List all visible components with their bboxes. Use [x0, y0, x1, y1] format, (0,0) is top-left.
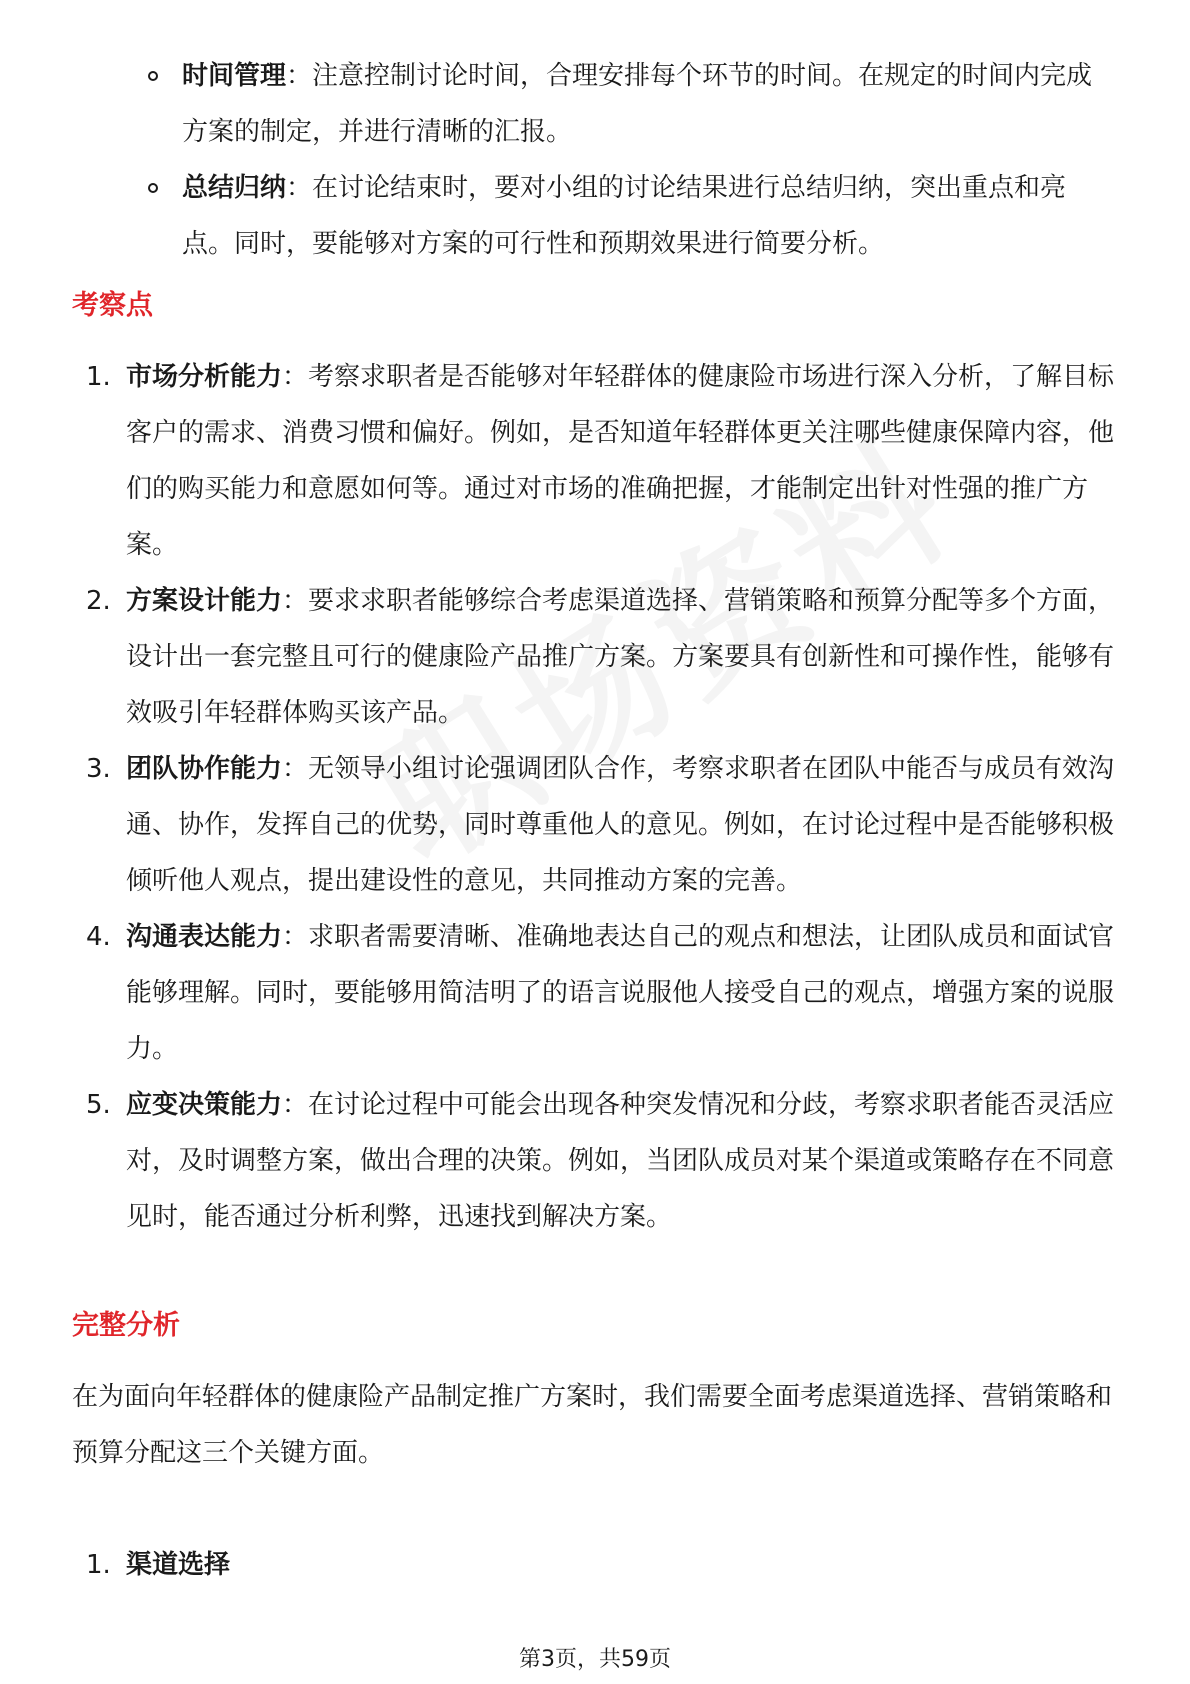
- list-item: [72, 1077, 1120, 1245]
- list-item-term: 市场分析能力: [126, 362, 283, 392]
- list-item-term: 总结归纳: [182, 173, 287, 203]
- list-item-number: 3.: [86, 754, 111, 784]
- list-item: [72, 349, 1120, 573]
- list-item-text: ：考察求职者是否能够对年轻群体的健康险市场进行深入分析，了解目标客户的需求、消费习惯和偏好。例如，是否知道年轻群体更关注哪些健康保障内容，他们的购买能力和意愿如何等。通过对市场的准确把握，才能制定出针对性强的推广方案。: [126, 362, 1115, 560]
- list-item-text: ：在讨论过程中可能会出现各种突发情况和分歧，考察求职者能否灵活应对，及时调整方案，做出合理的决策。例如，当团队成员对某个渠道或策略存在不同意见时，能否通过分析利弊，迅速找到解决方案。: [126, 1090, 1115, 1232]
- list-item-number: 4.: [86, 922, 111, 952]
- list-item-term: 方案设计能力: [126, 586, 283, 616]
- list-item-text: ：要求求职者能够综合考虑渠道选择、营销策略和预算分配等多个方面，设计出一套完整且可行的健康险产品推广方案。方案要具有创新性和可操作性，能够有效吸引年轻群体购买该产品。: [126, 586, 1115, 728]
- exam-points-list: [72, 349, 1120, 1245]
- list-item-term: 渠道选择: [126, 1550, 231, 1580]
- list-item: [72, 573, 1120, 741]
- list-item-number: 5.: [86, 1090, 111, 1120]
- list-item-text: ：求职者需要清晰、准确地表达自己的观点和想法，让团队成员和面试官能够理解。同时，要能够用简洁明了的语言说服他人接受自己的观点，增强方案的说服力。: [126, 922, 1115, 1064]
- analysis-list: [72, 1537, 1120, 1593]
- list-item-text: ：注意控制讨论时间，合理安排每个环节的时间。在规定的时间内完成方案的制定，并进行清晰的汇报。: [182, 61, 1093, 147]
- list-item: [148, 160, 1118, 272]
- intro-bullet-list: [148, 48, 1118, 272]
- page-number-footer: 第3页，共59页: [519, 1647, 671, 1672]
- analysis-paragraph: 在为面向年轻群体的健康险产品制定推广方案时，我们需要全面考虑渠道选择、营销策略和预算分配这三个关键方面。: [72, 1382, 1113, 1468]
- list-item-term: 应变决策能力: [126, 1090, 283, 1120]
- list-item-term: 团队协作能力: [126, 754, 283, 784]
- list-item: [148, 48, 1118, 160]
- list-item-number: 1.: [86, 1550, 111, 1580]
- list-item: [72, 909, 1120, 1077]
- list-item-text: ：在讨论结束时，要对小组的讨论结果进行总结归纳，突出重点和亮点。同时，要能够对方案的可行性和预期效果进行简要分析。: [182, 173, 1067, 259]
- section-heading-exam-points: 考察点: [72, 290, 153, 321]
- list-item-term: 沟通表达能力: [126, 922, 283, 952]
- list-item: [72, 1537, 1120, 1593]
- list-item-term: 时间管理: [182, 61, 287, 91]
- list-item-number: 2.: [86, 586, 111, 616]
- section-heading-full-analysis: 完整分析: [72, 1310, 180, 1341]
- hollow-circle-bullet-icon: [148, 71, 158, 81]
- list-item-text: ：无领导小组讨论强调团队合作，考察求职者在团队中能否与成员有效沟通、协作，发挥自己的优势，同时尊重他人的意见。例如，在讨论过程中是否能够积极倾听他人观点，提出建设性的意见，共同推动方案的完善。: [126, 754, 1115, 896]
- hollow-circle-bullet-icon: [148, 183, 158, 193]
- list-item-number: 1.: [86, 362, 111, 392]
- list-item: [72, 741, 1120, 909]
